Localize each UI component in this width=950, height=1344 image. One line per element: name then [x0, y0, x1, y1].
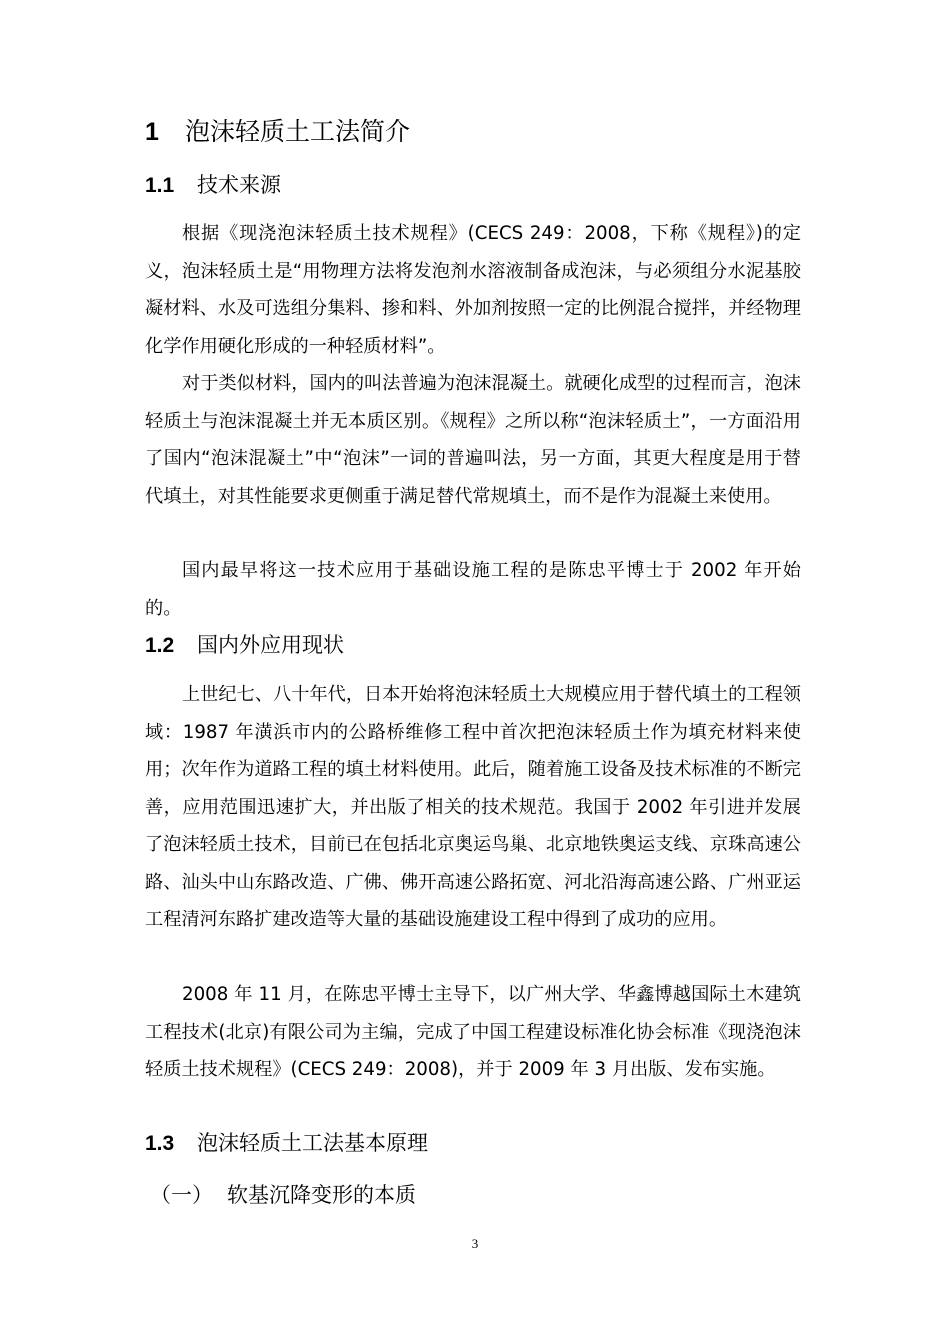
- section-1-2-heading: [145, 628, 344, 663]
- subsection-title: 软基沉降变形的本质: [227, 1183, 416, 1207]
- paragraph: 国内最早将这一技术应用于基础设施工程的是陈忠平博士于 2002 年开始的。: [145, 560, 801, 619]
- section-1-3-heading: [145, 1126, 428, 1161]
- paragraph: 对于类似材料，国内的叫法普遍为泡沫混凝土。就硬化成型的过程而言，泡沫轻质土与泡沫混凝土并无本质区别。《规程》之所以称“泡沫轻质土”，一方面沿用了国内“泡沫混凝土”中“泡沫”一词的普遍叫法，另一方面，其更大程度是用于替代填土，对其性能要求更侧重于满足替代常规填土，而不是作为混凝土来使用。: [145, 373, 801, 507]
- section-1-1-heading: [145, 168, 281, 203]
- section-title: 泡沫轻质土工法简介: [185, 117, 411, 146]
- section-title: 泡沫轻质土工法基本原理: [197, 1131, 428, 1155]
- paragraph: 上世纪七、八十年代，日本开始将泡沫轻质土大规模应用于替代填土的工程领域：1987 年潢浜市内的公路桥维修工程中首次把泡沫轻质土作为填充材料来使用；次年作为道路工程的填土材料使用。此后，随着施工设备及技术标准的不断完善，应用范围迅速扩大，并出版了相关的技术规范。我国于 2002 年引进并发展了泡沫轻质土技术，目前已在包括北京奥运鸟巢、北京地铁奥运支线、京珠高速公路、汕头中山东路改造、广佛、佛开高速公路拓宽、河北沿海高速公路、广州亚运工程清河东路扩建改造等大量的基础设施建设工程中得到了成功的应用。: [145, 684, 801, 930]
- paragraph: 根据《现浇泡沫轻质土技术规程》(CECS 249：2008，下称《规程》)的定义，泡沫轻质土是“用物理方法将发泡剂水溶液制备成泡沫，与必须组分水泥基胶凝材料、水及可选组分集料、掺和料、外加剂按照一定的比例混合搅拌，并经物理化学作用硬化形成的一种轻质材料”。: [145, 223, 801, 357]
- paragraph: 2008 年 11 月，在陈忠平博士主导下，以广州大学、华鑫博越国际土木建筑工程技术(北京)有限公司为主编，完成了中国工程建设标准化协会标准《现浇泡沫轻质土技术规程》(CECS 249：2008)，并于 2009 年 3 月出版、发布实施。: [145, 984, 801, 1080]
- section-title: 国内外应用现状: [197, 633, 344, 657]
- section-1-heading: [145, 112, 410, 152]
- section-number: 1: [145, 118, 159, 146]
- subsection-heading: [150, 1178, 416, 1212]
- section-title: 技术来源: [197, 173, 281, 197]
- section-number: 1.2: [145, 634, 175, 657]
- subsection-label: （一）: [150, 1183, 213, 1207]
- section-number: 1.1: [145, 174, 175, 197]
- section-number: 1.3: [145, 1132, 175, 1155]
- page-number: 3: [471, 1236, 479, 1251]
